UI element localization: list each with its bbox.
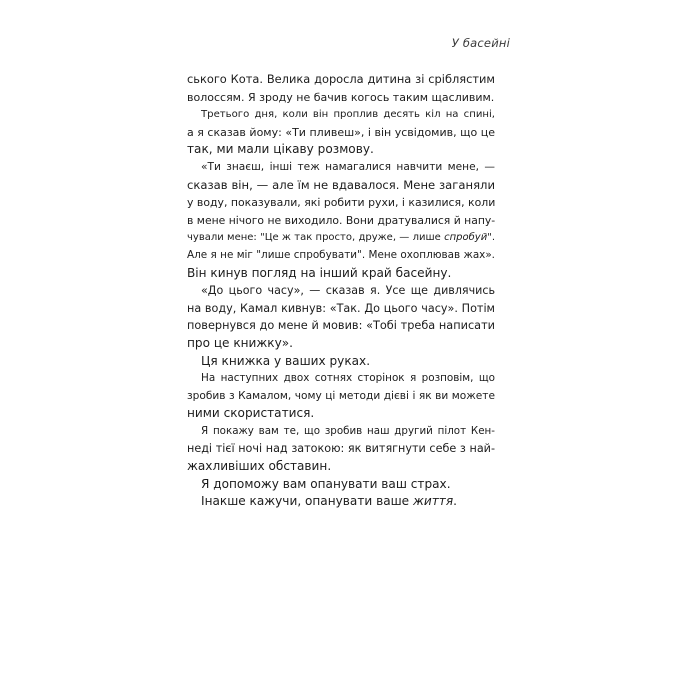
text-line <box>187 493 495 511</box>
text-line: неді тієї ночі над затокою: як витягнути себе з най- <box>187 442 495 456</box>
text-line: в мене нічого не виходило. Вони дратувалися й напу- <box>187 213 496 227</box>
text-line: ними скористатися. <box>187 406 315 421</box>
text-line: повернувся до мене й мовив: «Тобі треба написати <box>187 319 495 333</box>
text-line: Я покажу вам те, що зробив наш другий пілот Кен- <box>201 424 495 437</box>
text-line: Але я не міг "лише спробувати". Мене охоплював жах». <box>187 248 495 261</box>
text-line: на воду, Камал кивнув: «Так. До цього часу». Потім <box>187 301 495 315</box>
text-segment: чували мене: "Це ж так просто, друже, — лише <box>187 232 445 244</box>
text-line: жахливіших обставин. <box>187 459 332 474</box>
text-line: Він кинув погляд на інший край басейну. <box>187 265 452 280</box>
text-line: Третього дня, коли він проплив десять кіл на спині, <box>201 109 495 121</box>
text-line: у воду, показували, які робити рухи, і казилися, коли <box>187 196 496 210</box>
emphasized-text: спробуй <box>444 232 488 244</box>
text-line: про це книжку». <box>187 335 294 350</box>
text-line: сказав він, — але їм не вдавалося. Мене заганяли <box>187 177 495 192</box>
text-segment: . <box>453 494 457 509</box>
text-line: ського Кота. Велика доросла дитина зі сріблястим <box>187 72 495 86</box>
text-line <box>187 229 495 247</box>
text-line: «До цього часу», — сказав я. Усе ще дивлячись <box>201 284 495 298</box>
text-line: «Ти знаєш, інші теж намагалися навчити мене, — <box>201 160 495 173</box>
emphasized-text: життя <box>412 494 454 509</box>
text-segment: Інакше кажучи, опанувати ваше <box>201 494 413 509</box>
text-line: зробив з Камалом, чому ці методи дієві і як ви можете <box>187 389 495 402</box>
text-line: а я сказав йому: «Ти пливеш», і він усвідомив, що це <box>187 125 495 139</box>
text-line: На наступних двох сотнях сторінок я розповім, що <box>201 372 495 385</box>
body-text <box>187 71 495 511</box>
text-segment: ". <box>487 232 495 244</box>
text-line: Ця книжка у ваших руках. <box>201 353 371 368</box>
text-line: волоссям. Я зроду не бачив когось таким щасливим. <box>187 90 495 104</box>
text-line: Я допоможу вам опанувати ваш страх. <box>201 476 451 491</box>
running-header: У басейні <box>451 36 510 50</box>
text-line: так, ми мали цікаву розмову. <box>187 142 374 157</box>
